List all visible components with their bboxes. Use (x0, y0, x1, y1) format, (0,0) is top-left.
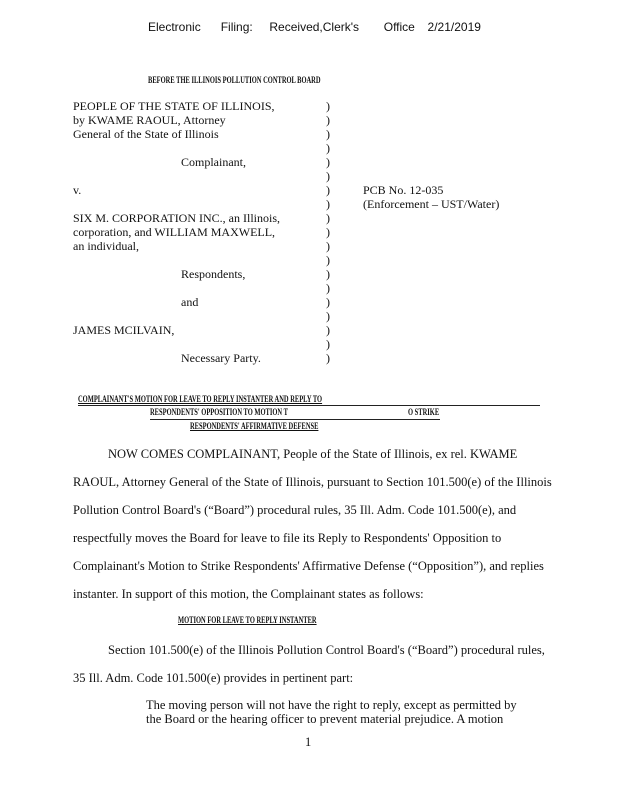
caption-defendant-2: corporation, and WILLIAM MAXWELL, (73, 225, 276, 239)
caption-people-1: PEOPLE OF THE STATE OF ILLINOIS, (73, 99, 275, 113)
filing-label: Electronic Filing: (148, 20, 253, 34)
para2-line1: Section 101.500(e) of the Illinois Pollution Control Board's (“Board”) procedural rules, (108, 643, 545, 657)
caption-defendant-1: SIX M. CORPORATION INC., an Illinois, (73, 211, 281, 225)
para1-line5: Complainant's Motion to Strike Respondents' Affirmative Defense (“Opposition”), and replies (73, 559, 544, 573)
para2-line2: 35 Ill. Adm. Code 101.500(e) provides in pertinent part: (73, 671, 354, 685)
caption-defendant-3: an individual, (73, 239, 139, 253)
board-title: BEFORE THE ILLINOIS POLLUTION CONTROL BOARD (148, 75, 321, 85)
section-heading: MOTION FOR LEAVE TO REPLY INSTANTER (178, 615, 317, 625)
quote-line2: the Board or the hearing officer to prevent material prejudice. A motion (146, 712, 504, 726)
title-rule (78, 405, 540, 406)
case-number: PCB No. 12-035 (363, 183, 444, 197)
office-label: Office (383, 20, 415, 34)
received-label: Received,Clerk's (269, 20, 360, 34)
page-number: 1 (305, 735, 312, 749)
para1-line1: NOW COMES COMPLAINANT, People of the State of Illinois, ex rel. KWAME (108, 447, 518, 461)
caption-people-2: by KWAME RAOUL, Attorney (73, 113, 226, 127)
caption-and: and (181, 295, 199, 309)
quote-line1: The moving person will not have the right to reply, except as permitted by (146, 698, 517, 712)
para1-line3: Pollution Control Board's (“Board”) procedural rules, 35 Ill. Adm. Code 101.500(e), and (73, 503, 517, 517)
para1-line6: instanter. In support of this motion, the Complainant states as follows: (73, 587, 424, 601)
caption-versus: v. (73, 183, 82, 197)
caption-necessary-party: Necessary Party. (181, 351, 261, 365)
para1-line4: respectfully moves the Board for leave to file its Reply to Respondents' Opposition to (73, 531, 502, 545)
case-enforcement: (Enforcement – UST/Water) (363, 197, 500, 211)
filing-header (148, 20, 481, 34)
motion-title-line3: RESPONDENTS' AFFIRMATIVE DEFENSE (190, 421, 319, 431)
para1-line2: RAOUL, Attorney General of the State of Illinois, pursuant to Section 101.500(e) of the Illinois (73, 475, 552, 489)
caption-third-party: JAMES MCILVAIN, (73, 323, 175, 337)
caption-respondents: Respondents, (181, 267, 246, 281)
caption-people-3: General of the State of Illinois (73, 127, 219, 141)
filing-date: 2/21/2019 (427, 20, 481, 34)
caption-parentheses: ) ) ) ) ) ) ) ) ) ) ) ) ) ) ) ) ) ) ) (326, 99, 330, 365)
motion-title-line1: COMPLAINANT'S MOTION FOR LEAVE TO REPLY INSTANTER AND REPLY TO (78, 394, 323, 404)
caption-complainant: Complainant, (181, 155, 246, 169)
